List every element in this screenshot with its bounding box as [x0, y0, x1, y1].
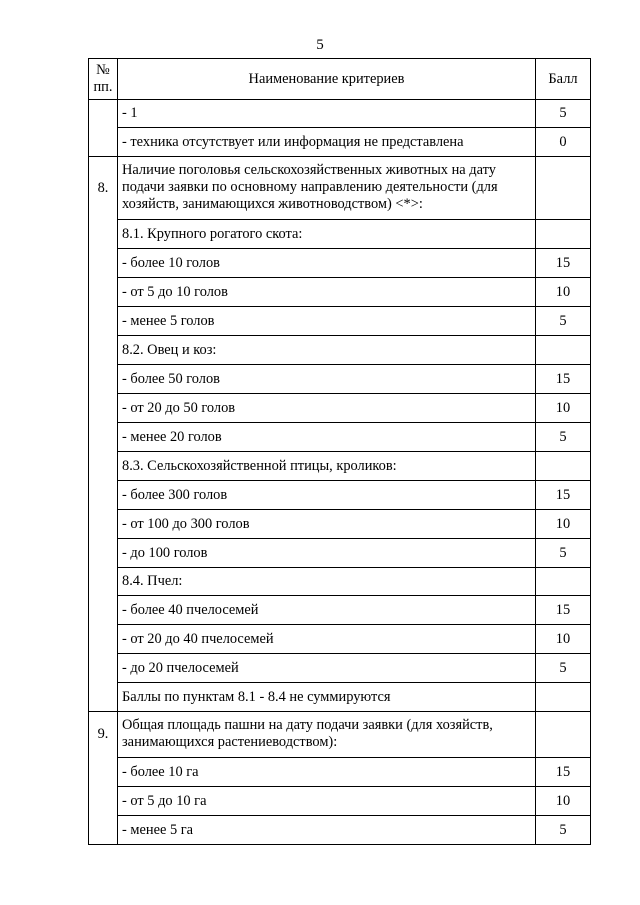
criterion-name: Общая площадь пашни на дату подачи заявки (для хозяйств, занимающихся растениеводством):	[118, 712, 536, 758]
row-number	[89, 654, 118, 683]
criterion-name: - менее 20 голов	[118, 423, 536, 452]
criterion-name: - от 5 до 10 га	[118, 787, 536, 816]
header-name: Наименование критериев	[118, 59, 536, 100]
table-row	[89, 712, 591, 758]
criterion-score: 5	[536, 816, 591, 845]
header-num	[89, 59, 118, 100]
criterion-name: - более 40 пчелосемей	[118, 596, 536, 625]
criterion-score: 10	[536, 625, 591, 654]
table-row	[89, 365, 591, 394]
table-row	[89, 481, 591, 510]
row-number	[89, 596, 118, 625]
row-number	[89, 452, 118, 481]
criterion-score: 15	[536, 481, 591, 510]
criterion-name: - от 100 до 300 голов	[118, 510, 536, 539]
table-row	[89, 336, 591, 365]
row-number	[89, 510, 118, 539]
criterion-score: 5	[536, 539, 591, 568]
criterion-name: 8.4. Пчел:	[118, 568, 536, 596]
criterion-score	[536, 568, 591, 596]
table-row	[89, 510, 591, 539]
row-number	[89, 128, 118, 157]
row-number	[89, 539, 118, 568]
row-number	[89, 423, 118, 452]
row-number	[89, 683, 118, 712]
table-row	[89, 452, 591, 481]
criterion-score	[536, 712, 591, 758]
criterion-score: 5	[536, 100, 591, 128]
row-number	[89, 568, 118, 596]
criterion-score: 5	[536, 423, 591, 452]
criterion-name: - до 20 пчелосемей	[118, 654, 536, 683]
criterion-name: - техника отсутствует или информация не представлена	[118, 128, 536, 157]
criterion-score: 10	[536, 278, 591, 307]
table-row	[89, 100, 591, 128]
table-row	[89, 539, 591, 568]
row-number	[89, 625, 118, 654]
criterion-score	[536, 157, 591, 220]
row-number	[89, 816, 118, 845]
row-number	[89, 758, 118, 787]
criterion-score	[536, 336, 591, 365]
criterion-name: 8.1. Крупного рогатого скота:	[118, 220, 536, 249]
row-number	[89, 336, 118, 365]
table-row	[89, 278, 591, 307]
criterion-score	[536, 683, 591, 712]
table-row	[89, 157, 591, 220]
row-number	[89, 220, 118, 249]
row-number	[89, 481, 118, 510]
criterion-name: Баллы по пунктам 8.1 - 8.4 не суммируются	[118, 683, 536, 712]
criterion-name: - от 20 до 50 голов	[118, 394, 536, 423]
header-num-text: № пп.	[93, 62, 113, 95]
criterion-name: Наличие поголовья сельскохозяйственных животных на дату подачи заявки по основному направлению деятельности (для хозяйств, занимающихся животноводством) <*>:	[118, 157, 536, 220]
table-row	[89, 683, 591, 712]
table-row	[89, 596, 591, 625]
criterion-score: 10	[536, 394, 591, 423]
row-number	[89, 100, 118, 128]
table-row	[89, 394, 591, 423]
criterion-name: - более 50 голов	[118, 365, 536, 394]
criterion-name: - от 20 до 40 пчелосемей	[118, 625, 536, 654]
criterion-name: - 1	[118, 100, 536, 128]
criterion-name: - более 300 голов	[118, 481, 536, 510]
criterion-name: 8.2. Овец и коз:	[118, 336, 536, 365]
criterion-score: 0	[536, 128, 591, 157]
row-number: 9.	[89, 712, 118, 758]
table-row	[89, 568, 591, 596]
criterion-name: - менее 5 голов	[118, 307, 536, 336]
criterion-score	[536, 220, 591, 249]
criterion-name: 8.3. Сельскохозяйственной птицы, кроликов:	[118, 452, 536, 481]
table-row	[89, 249, 591, 278]
row-number	[89, 307, 118, 336]
table-row	[89, 758, 591, 787]
table-row	[89, 654, 591, 683]
header-score: Балл	[536, 59, 591, 100]
table-row	[89, 128, 591, 157]
criterion-name: - более 10 голов	[118, 249, 536, 278]
table-row	[89, 816, 591, 845]
table-header-row	[89, 59, 591, 100]
table-row	[89, 220, 591, 249]
criterion-score: 15	[536, 249, 591, 278]
row-number	[89, 249, 118, 278]
criterion-score	[536, 452, 591, 481]
row-number	[89, 787, 118, 816]
table-row	[89, 307, 591, 336]
row-number: 8.	[89, 157, 118, 220]
table-row	[89, 787, 591, 816]
criterion-score: 10	[536, 787, 591, 816]
criterion-name: - более 10 га	[118, 758, 536, 787]
criteria-table	[88, 58, 591, 845]
criterion-name: - от 5 до 10 голов	[118, 278, 536, 307]
criterion-score: 15	[536, 596, 591, 625]
criterion-score: 5	[536, 654, 591, 683]
table-row	[89, 423, 591, 452]
table-row	[89, 625, 591, 654]
criterion-name: - до 100 голов	[118, 539, 536, 568]
criterion-name: - менее 5 га	[118, 816, 536, 845]
criterion-score: 10	[536, 510, 591, 539]
table-body	[89, 100, 591, 845]
row-number	[89, 365, 118, 394]
criterion-score: 5	[536, 307, 591, 336]
page-number: 5	[316, 37, 324, 53]
criterion-score: 15	[536, 758, 591, 787]
row-number	[89, 394, 118, 423]
row-number	[89, 278, 118, 307]
criterion-score: 15	[536, 365, 591, 394]
